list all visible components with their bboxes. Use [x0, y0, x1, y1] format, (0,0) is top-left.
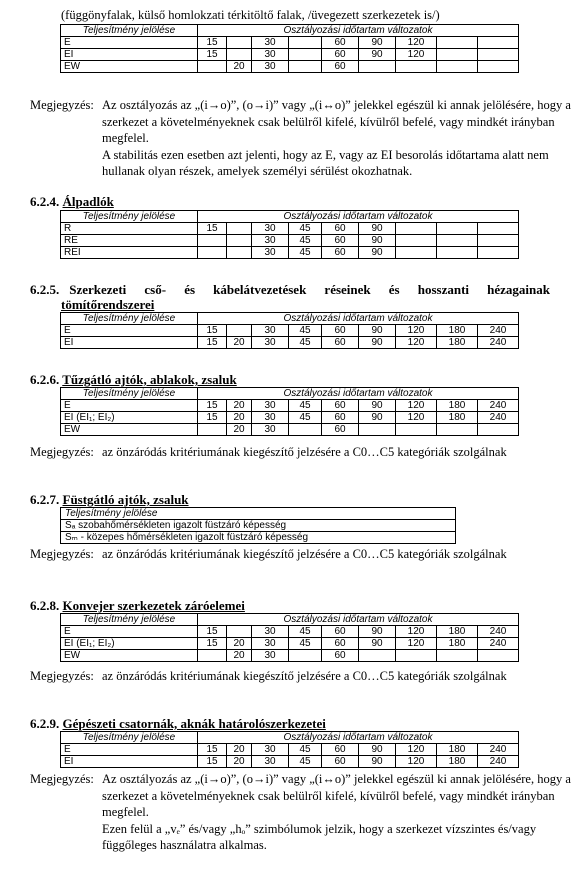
value-cell: 60: [322, 400, 359, 412]
value-cell: 30: [252, 61, 289, 73]
value-cell: 20: [227, 744, 252, 756]
value-cell: 120: [396, 744, 437, 756]
value-cell: [437, 424, 478, 436]
value-cell: 15: [198, 223, 227, 235]
value-cell: 30: [252, 638, 289, 650]
value-cell: 120: [396, 400, 437, 412]
value-cell: 30: [252, 37, 289, 49]
value-cell: [396, 61, 437, 73]
header-classification-cell: Osztályozási időtartam változatok: [198, 388, 519, 400]
note-label: Megjegyzés:: [30, 98, 94, 112]
note-label: Megjegyzés:: [30, 669, 94, 683]
value-cell: [198, 61, 227, 73]
section-heading-6-2-7: 6.2.7. Füstgátló ajtók, zsaluk: [30, 492, 189, 507]
value-cell: [227, 247, 252, 259]
value-cell: [227, 37, 252, 49]
note-paragraph: Az osztályozás az „(i→o)”, (o→i)” vagy „(i↔o)” jelekkel egészül ki annak jelölésére, hogy a szerkezet a követelményeknek csak belülről kifelé, kívülről befelé, vagy mindkét irányban megfelel.: [102, 98, 571, 145]
value-cell: 120: [396, 325, 437, 337]
row-label: E: [61, 400, 198, 412]
header-classification-cell: Osztályozási időtartam változatok: [198, 732, 519, 744]
value-cell: 180: [437, 337, 478, 349]
value-cell: [227, 626, 252, 638]
value-cell: [478, 61, 519, 73]
value-cell: 30: [252, 626, 289, 638]
table-row: [61, 424, 519, 436]
header-performance-cell: Teljesítmény jelölése: [61, 25, 198, 37]
value-cell: [478, 235, 519, 247]
classification-table-6-2-9: [60, 731, 519, 768]
table-row: [61, 638, 519, 650]
value-cell: 180: [437, 744, 478, 756]
value-cell: 30: [252, 756, 289, 768]
smoke-table: [60, 507, 456, 544]
value-cell: 60: [322, 412, 359, 424]
value-cell: 60: [322, 61, 359, 73]
value-cell: [437, 37, 478, 49]
value-cell: [289, 650, 322, 662]
header-performance-cell: Teljesítmény jelölése: [61, 614, 198, 626]
value-cell: 120: [396, 756, 437, 768]
header-performance-cell: Teljesítmény jelölése: [61, 732, 198, 744]
value-cell: 45: [289, 744, 322, 756]
value-cell: 45: [289, 235, 322, 247]
value-cell: 30: [252, 744, 289, 756]
value-cell: 90: [359, 325, 396, 337]
row-label: E: [61, 626, 198, 638]
value-cell: 90: [359, 337, 396, 349]
table-row: Sₐ szobahőmérsékleten igazolt füstzáró képesség: [61, 520, 456, 532]
row-label: RE: [61, 235, 198, 247]
value-cell: 120: [396, 37, 437, 49]
row-label: REI: [61, 247, 198, 259]
value-cell: 90: [359, 756, 396, 768]
value-cell: 90: [359, 247, 396, 259]
row-label: EI (EI₁; EI₂): [61, 638, 198, 650]
value-cell: 120: [396, 626, 437, 638]
value-cell: 30: [252, 247, 289, 259]
row-label: EW: [61, 424, 198, 436]
table-row: [61, 756, 519, 768]
table-row: [61, 235, 519, 247]
value-cell: 60: [322, 424, 359, 436]
value-cell: 15: [198, 412, 227, 424]
value-cell: 60: [322, 247, 359, 259]
value-cell: 20: [227, 638, 252, 650]
value-cell: [289, 424, 322, 436]
value-cell: 15: [198, 756, 227, 768]
value-cell: 120: [396, 638, 437, 650]
value-cell: 30: [252, 325, 289, 337]
row-label: R: [61, 223, 198, 235]
value-cell: [198, 247, 227, 259]
note-paragraph: Az osztályozás az „(i→o)”, (o→i)” vagy „(i↔o)” jelekkel egészül ki annak jelölésére, hogy a szerkezet a követelményeknek csak belülről kifelé, kívülről befelé, vagy mindkét irányban megfelel.: [102, 772, 571, 819]
value-cell: 240: [478, 337, 519, 349]
value-cell: 30: [252, 49, 289, 61]
row-label: E: [61, 37, 198, 49]
value-cell: 15: [198, 400, 227, 412]
row-label: E: [61, 744, 198, 756]
value-cell: 60: [322, 638, 359, 650]
note-text: az önzáródás kritériumának kiegészítő jelzésére a C0…C5 kategóriák szolgálnak: [102, 547, 507, 561]
value-cell: [437, 235, 478, 247]
classification-table-1: [60, 24, 519, 73]
value-cell: 240: [478, 325, 519, 337]
value-cell: 30: [252, 400, 289, 412]
value-cell: 90: [359, 49, 396, 61]
value-cell: 90: [359, 412, 396, 424]
value-cell: 120: [396, 412, 437, 424]
value-cell: 240: [478, 412, 519, 424]
value-cell: [227, 235, 252, 247]
table-row: [61, 744, 519, 756]
classification-table-6-2-5: [60, 312, 519, 349]
table-row: [61, 223, 519, 235]
row-label: EI: [61, 337, 198, 349]
note-paragraph: Ezen felül a „vₑ” és/vagy „hₒ” szimbólumok jelzik, hogy a szerkezet vízszintes és/vagy függőleges használatra alkalmas.: [102, 821, 537, 852]
value-cell: 30: [252, 337, 289, 349]
value-cell: [478, 49, 519, 61]
value-cell: 20: [227, 400, 252, 412]
table-row: [61, 49, 519, 61]
value-cell: 90: [359, 37, 396, 49]
section-heading-6-2-8: 6.2.8. Konvejer szerkezetek záróelemei: [30, 598, 245, 613]
value-cell: 90: [359, 400, 396, 412]
note-label: Megjegyzés:: [30, 772, 94, 786]
value-cell: 180: [437, 325, 478, 337]
classification-table-6-2-8: [60, 613, 519, 662]
intro-line: (függönyfalak, külső homlokzati térkitöltő falak, /üvegezett szerkezetek is/): [61, 8, 440, 22]
value-cell: [227, 325, 252, 337]
table-row: [61, 37, 519, 49]
table-row: [61, 400, 519, 412]
value-cell: [478, 650, 519, 662]
value-cell: [227, 49, 252, 61]
value-cell: 30: [252, 412, 289, 424]
table-row: [61, 412, 519, 424]
value-cell: [396, 247, 437, 259]
value-cell: 120: [396, 49, 437, 61]
value-cell: 60: [322, 37, 359, 49]
value-cell: 180: [437, 400, 478, 412]
value-cell: [289, 49, 322, 61]
value-cell: 60: [322, 49, 359, 61]
section-heading-6-2-6: 6.2.6. Tűzgátló ajtók, ablakok, zsaluk: [30, 372, 237, 387]
value-cell: 90: [359, 744, 396, 756]
value-cell: [478, 424, 519, 436]
header-classification-cell: Osztályozási időtartam változatok: [198, 25, 519, 37]
value-cell: 60: [322, 325, 359, 337]
value-cell: 45: [289, 626, 322, 638]
value-cell: 240: [478, 626, 519, 638]
section-heading-6-2-5: 6.2.5. Szerkezeti cső- és kábelátvezetések réseinek és hosszanti hézagainak tömítőrendszerei: [30, 282, 550, 312]
value-cell: 20: [227, 424, 252, 436]
table-row: Sₘ - közepes hőmérsékleten igazolt füstzáró képesség: [61, 532, 456, 544]
value-cell: [359, 61, 396, 73]
header-classification-cell: Osztályozási időtartam változatok: [198, 313, 519, 325]
value-cell: 45: [289, 638, 322, 650]
value-cell: 240: [478, 744, 519, 756]
value-cell: [198, 235, 227, 247]
value-cell: 15: [198, 638, 227, 650]
value-cell: 60: [322, 223, 359, 235]
row-label: EI: [61, 756, 198, 768]
note-label: Megjegyzés:: [30, 547, 94, 561]
value-cell: 180: [437, 638, 478, 650]
value-cell: 180: [437, 412, 478, 424]
value-cell: [396, 650, 437, 662]
value-cell: 90: [359, 223, 396, 235]
note-text: az önzáródás kritériumának kiegészítő jelzésére a C0…C5 kategóriák szolgálnak: [102, 669, 507, 683]
value-cell: 15: [198, 337, 227, 349]
section-heading-6-2-4: 6.2.4. Álpadlók: [30, 194, 114, 209]
value-cell: 60: [322, 744, 359, 756]
value-cell: [198, 424, 227, 436]
value-cell: 45: [289, 325, 322, 337]
value-cell: 15: [198, 37, 227, 49]
table-row: [61, 337, 519, 349]
header-classification-cell: Osztályozási időtartam változatok: [198, 614, 519, 626]
note-label: Megjegyzés:: [30, 445, 94, 459]
note-text: az önzáródás kritériumának kiegészítő jelzésére a C0…C5 kategóriák szolgálnak: [102, 445, 507, 459]
value-cell: [437, 247, 478, 259]
section-heading-6-2-9: 6.2.9. Gépészeti csatornák, aknák határolószerkezetei: [30, 716, 326, 731]
value-cell: 45: [289, 337, 322, 349]
value-cell: [289, 61, 322, 73]
table-row: [61, 650, 519, 662]
value-cell: 45: [289, 756, 322, 768]
value-cell: 30: [252, 223, 289, 235]
value-cell: 15: [198, 325, 227, 337]
value-cell: 120: [396, 337, 437, 349]
header-performance-cell: Teljesítmény jelölése: [61, 388, 198, 400]
value-cell: 15: [198, 626, 227, 638]
value-cell: [437, 49, 478, 61]
value-cell: 20: [227, 61, 252, 73]
value-cell: [478, 37, 519, 49]
value-cell: 30: [252, 424, 289, 436]
value-cell: [396, 223, 437, 235]
row-label: EW: [61, 61, 198, 73]
value-cell: 20: [227, 337, 252, 349]
value-cell: 30: [252, 650, 289, 662]
value-cell: 45: [289, 247, 322, 259]
value-cell: 15: [198, 49, 227, 61]
value-cell: 30: [252, 235, 289, 247]
value-cell: 60: [322, 337, 359, 349]
value-cell: 60: [322, 235, 359, 247]
value-cell: 60: [322, 626, 359, 638]
row-label: EI (EI₁; EI₂): [61, 412, 198, 424]
value-cell: 180: [437, 626, 478, 638]
row-label: EW: [61, 650, 198, 662]
table-row: [61, 247, 519, 259]
value-cell: [437, 223, 478, 235]
value-cell: 45: [289, 223, 322, 235]
note-paragraph: A stabilitás ezen esetben azt jelenti, hogy az E, vagy az EI besorolás időtartama alatt nem hullanak olyan részek, amelyek személyi sérülést okozhatnak.: [102, 147, 549, 178]
value-cell: [359, 424, 396, 436]
value-cell: 20: [227, 412, 252, 424]
value-cell: 240: [478, 638, 519, 650]
table-row: [61, 325, 519, 337]
value-cell: 60: [322, 650, 359, 662]
value-cell: 180: [437, 756, 478, 768]
value-cell: [396, 235, 437, 247]
table-row: [61, 61, 519, 73]
value-cell: 15: [198, 744, 227, 756]
value-cell: 60: [322, 756, 359, 768]
value-cell: [478, 247, 519, 259]
value-cell: 20: [227, 756, 252, 768]
row-label: E: [61, 325, 198, 337]
value-cell: [478, 223, 519, 235]
classification-table-6-2-6: [60, 387, 519, 436]
value-cell: [359, 650, 396, 662]
classification-table-6-2-4: [60, 210, 519, 259]
value-cell: [289, 37, 322, 49]
value-cell: 45: [289, 412, 322, 424]
value-cell: [437, 650, 478, 662]
value-cell: 240: [478, 400, 519, 412]
header-cell: Teljesítmény jelölése: [61, 508, 456, 520]
header-performance-cell: Teljesítmény jelölése: [61, 211, 198, 223]
value-cell: 90: [359, 626, 396, 638]
value-cell: [396, 424, 437, 436]
value-cell: 90: [359, 235, 396, 247]
header-performance-cell: Teljesítmény jelölése: [61, 313, 198, 325]
table-row: [61, 626, 519, 638]
header-classification-cell: Osztályozási időtartam változatok: [198, 211, 519, 223]
value-cell: [198, 650, 227, 662]
value-cell: 240: [478, 756, 519, 768]
value-cell: 20: [227, 650, 252, 662]
value-cell: 45: [289, 400, 322, 412]
value-cell: [437, 61, 478, 73]
value-cell: 90: [359, 638, 396, 650]
row-label: EI: [61, 49, 198, 61]
value-cell: [227, 223, 252, 235]
